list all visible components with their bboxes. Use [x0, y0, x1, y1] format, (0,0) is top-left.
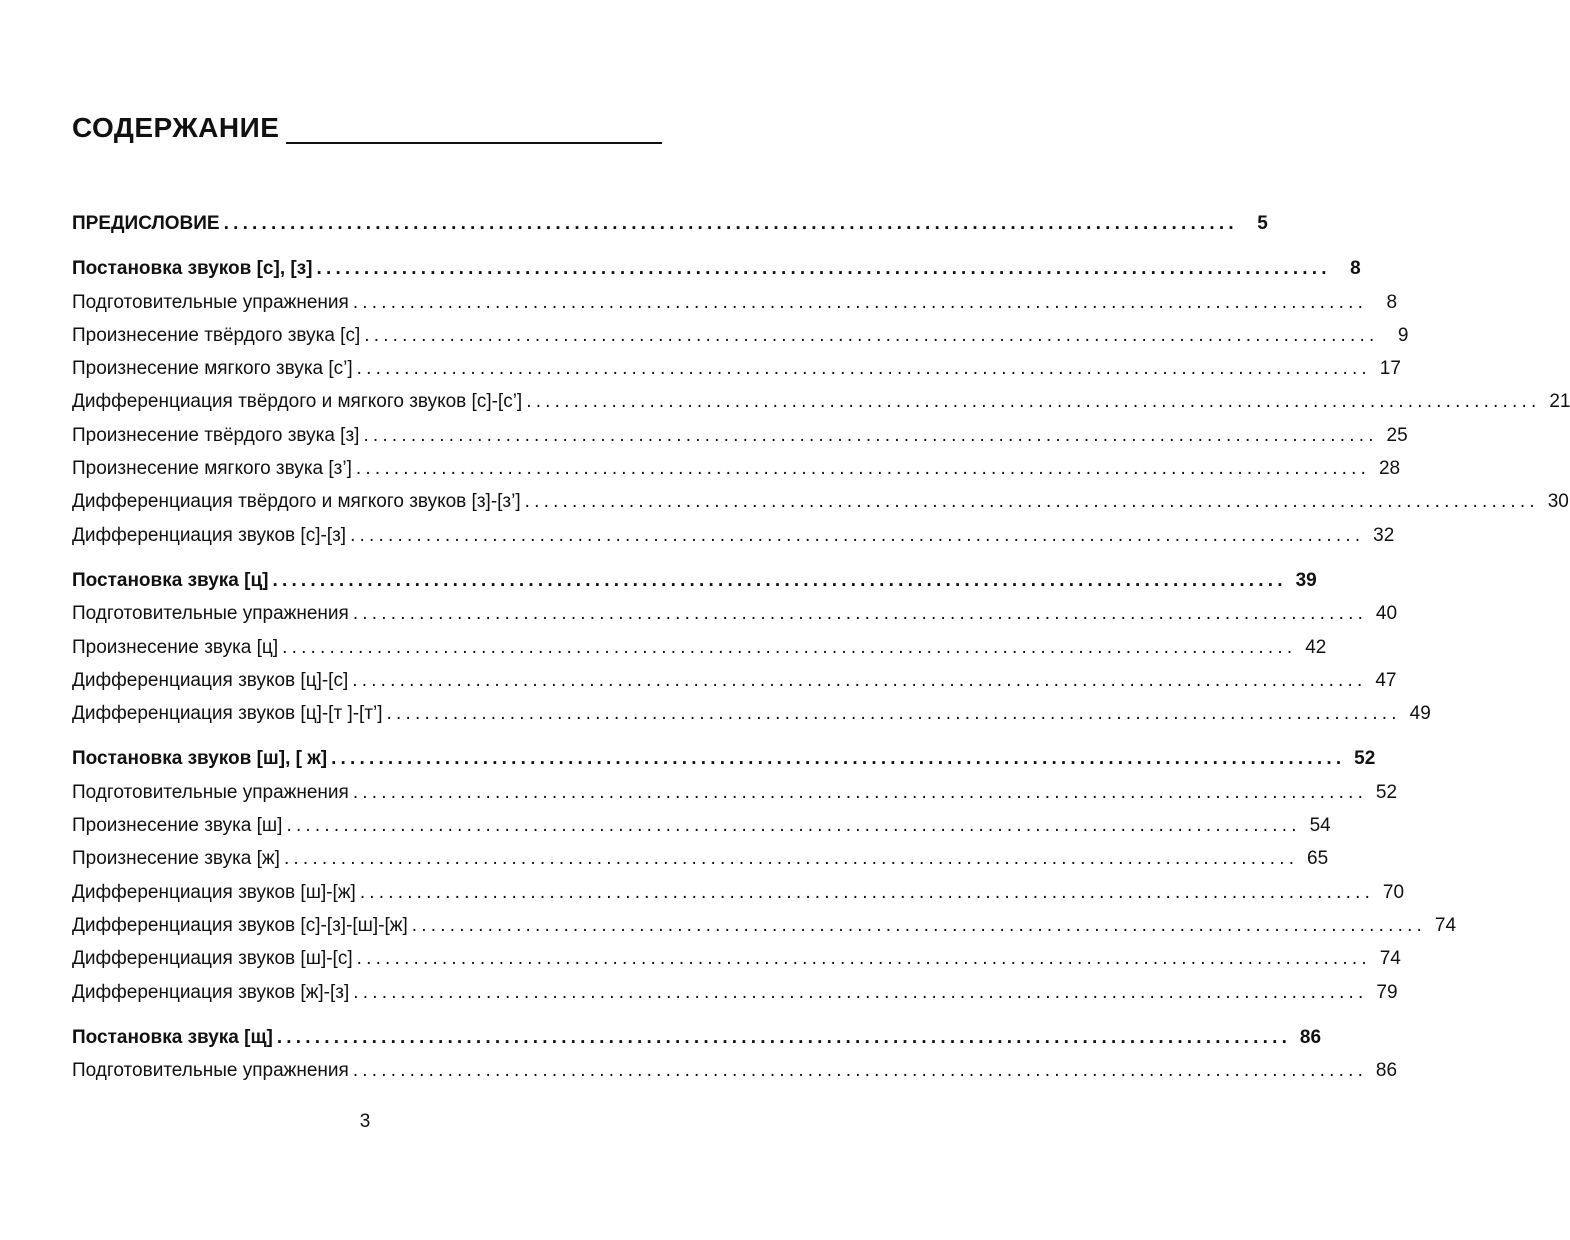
toc-entry-title: Подготовительные упражнения [72, 603, 349, 625]
dot-leader: ........................................................................................................... [524, 491, 1539, 513]
toc-entry-page: 54 [1309, 815, 1331, 837]
toc-entry-row [72, 485, 1569, 518]
toc-entry-title: Постановка звуков [ш], [ ж] [72, 748, 328, 770]
toc-entry-page: 79 [1376, 981, 1398, 1003]
toc-entry-title: Дифференциация звуков [с]-[з]-[ш]-[ж] [72, 914, 408, 936]
dot-leader: ........................................................................................................... [356, 948, 1371, 970]
toc-entry-title: Подготовительные упражнения [72, 781, 349, 803]
toc-section-row [72, 742, 1376, 775]
toc-entry-row [72, 776, 1398, 809]
page-title: СОДЕРЖАНИЕ [72, 112, 280, 143]
toc-entry-title: Дифференциация твёрдого и мягкого звуков [с]-[с’] [72, 391, 523, 413]
dot-leader: ........................................................................................................... [352, 1060, 1368, 1082]
toc-entry-title: Дифференциация звуков [с]-[з] [72, 524, 347, 546]
toc-entry-page: 8 [1350, 258, 1361, 280]
toc-entry-row [72, 319, 1409, 352]
toc-entry-title: Произнесение звука [ц] [72, 636, 279, 658]
dot-leader: ........................................................................................................... [272, 569, 1287, 591]
toc-entry-row [72, 809, 1331, 842]
page-number: 3 [359, 1111, 371, 1132]
toc-entry-page: 40 [1375, 603, 1398, 625]
toc-entry-row [72, 976, 1398, 1009]
toc-entry-row [72, 452, 1401, 485]
toc-entry-row [72, 286, 1398, 319]
toc-section-row [72, 564, 1317, 597]
toc-entry-row [72, 519, 1395, 552]
toc-entry-title: Постановка звуков [с], [з] [72, 258, 313, 280]
dot-leader: ........................................................................................................... [352, 781, 1368, 803]
toc-entry-title: Дифференциация звуков [ш]-[ж] [72, 881, 356, 903]
toc-entry-page: 86 [1375, 1060, 1398, 1082]
toc-entry-title: Произнесение твёрдого звука [с] [72, 324, 361, 346]
toc-entry-title: Дифференциация звуков [ц]-[с] [72, 669, 349, 691]
toc-entry-row [72, 664, 1397, 697]
toc-entry-row [72, 352, 1401, 385]
dot-leader: ........................................................................................................... [350, 524, 1365, 546]
title-underline-rule [286, 142, 662, 144]
toc-entry-title: ПРЕДИСЛОВИЕ [72, 213, 220, 234]
toc-entry-page: 28 [1378, 458, 1401, 480]
toc-entry-page: 5 [1257, 213, 1268, 234]
dot-leader: ........................................................................................................... [364, 324, 1379, 346]
toc-section-row [72, 1021, 1322, 1054]
dot-leader: ........................................................................................................... [526, 391, 1541, 413]
dot-leader: ........................................................................................................... [411, 914, 1427, 936]
dot-leader: ........................................................................................................... [359, 881, 1375, 903]
dot-leader: ........................................................................................................... [316, 258, 1331, 280]
toc-entry-page: 74 [1379, 948, 1401, 970]
dot-leader: ........................................................................................................... [356, 358, 1371, 380]
toc-entry-page: 42 [1305, 636, 1327, 658]
dot-leader: ........................................................................................................... [282, 636, 1297, 658]
toc-entry-title: Дифференциация звуков [ж]-[з] [72, 981, 350, 1003]
toc-entry-page: 70 [1382, 881, 1405, 903]
toc-entry-page: 32 [1373, 524, 1395, 546]
toc-entry-page: 39 [1295, 569, 1317, 591]
toc-entry-title: Произнесение звука [ш] [72, 815, 283, 837]
toc-section-row [72, 252, 1361, 285]
dot-leader: ........................................................................................................... [363, 424, 1378, 446]
toc-entry-title: Подготовительные упражнения [72, 1060, 349, 1082]
dot-leader: ........................................................................................................... [353, 981, 1368, 1003]
toc-entry-page: 74 [1434, 914, 1457, 936]
toc-entry-row [72, 942, 1401, 975]
toc-section-row [72, 207, 1268, 240]
toc-entry-page: 52 [1375, 781, 1398, 803]
toc-entry-page: 52 [1354, 748, 1376, 770]
toc-entry-row [72, 909, 1457, 942]
dot-leader: ........................................................................................................... [331, 748, 1346, 770]
toc-entry-title: Произнесение звука [ж] [72, 848, 280, 870]
toc-entry-row [72, 631, 1327, 664]
toc-entry-page: 30 [1547, 491, 1569, 513]
dot-leader: ........................................................................................................... [352, 669, 1367, 691]
toc-entry-page: 21 [1549, 391, 1570, 413]
dot-leader: ........................................................................................................... [286, 815, 1301, 837]
toc-entry-page: 9 [1397, 324, 1409, 346]
dot-leader: ........................................................................................................... [386, 703, 1401, 725]
dot-leader: ........................................................................................................... [223, 213, 1238, 234]
contents-header [72, 108, 662, 148]
toc-entry-row [72, 697, 1431, 730]
dot-leader: ........................................................................................................... [276, 1026, 1292, 1048]
dot-leader: ........................................................................................................... [352, 291, 1368, 313]
toc-entry-title: Произнесение мягкого звука [з’] [72, 458, 352, 480]
toc-entry-page: 49 [1409, 703, 1431, 725]
toc-entry-page: 17 [1379, 358, 1401, 380]
dot-leader: ........................................................................................................... [352, 603, 1368, 625]
toc-entry-row [72, 1054, 1398, 1087]
toc-entry-page: 8 [1386, 291, 1398, 313]
toc-entry-page: 86 [1299, 1026, 1322, 1048]
dot-leader: ........................................................................................................... [283, 848, 1299, 870]
dot-leader: ........................................................................................................... [355, 458, 1371, 480]
toc-entry-title: Дифференциация звуков [ц]-[т ]-[т’] [72, 703, 383, 725]
table-of-contents [72, 207, 1570, 1087]
toc-entry-title: Произнесение твёрдого звука [з] [72, 424, 360, 446]
toc-entry-title: Подготовительные упражнения [72, 291, 349, 313]
toc-entry-title: Дифференциация твёрдого и мягкого звуков [з]-[з’] [72, 491, 521, 513]
toc-entry-row [72, 419, 1408, 452]
toc-entry-page: 65 [1307, 848, 1329, 870]
toc-entry-title: Дифференциация звуков [ш]-[с] [72, 948, 353, 970]
toc-entry-row [72, 385, 1570, 418]
toc-entry-page: 47 [1375, 669, 1397, 691]
toc-entry-row [72, 876, 1405, 909]
toc-entry-row [72, 597, 1398, 630]
toc-entry-title: Произнесение мягкого звука [с’] [72, 358, 353, 380]
toc-entry-title: Постановка звука [ц] [72, 569, 269, 591]
toc-entry-row [72, 842, 1329, 875]
toc-entry-title: Постановка звука [щ] [72, 1026, 273, 1048]
toc-entry-page: 25 [1386, 424, 1408, 446]
